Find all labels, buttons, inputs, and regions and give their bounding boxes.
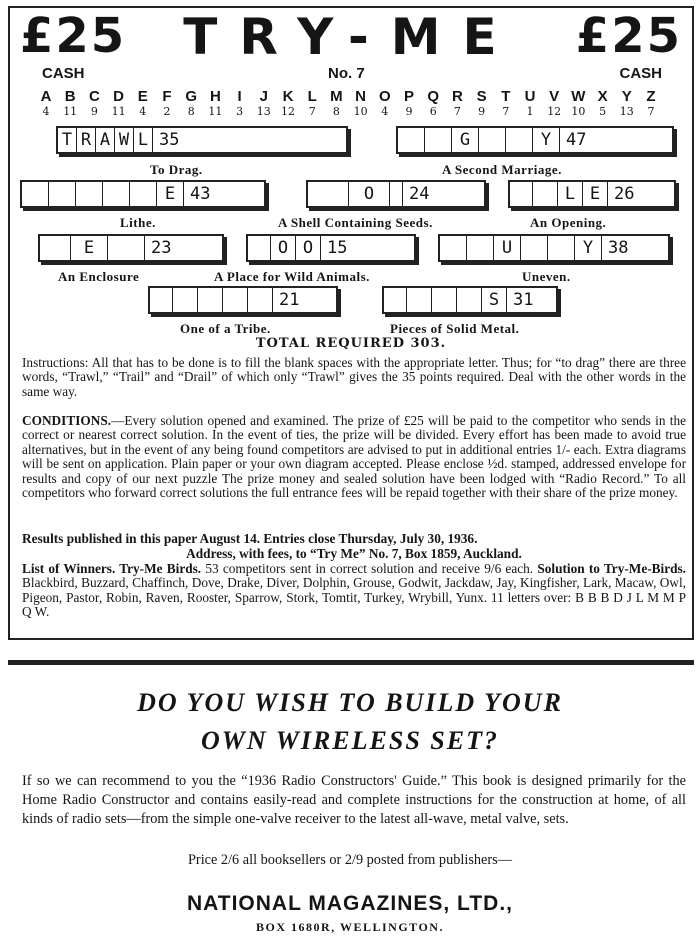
word-score: 26	[614, 184, 635, 204]
cell[interactable]	[40, 236, 71, 260]
conditions-text	[22, 414, 686, 500]
alphabet-value: 7	[308, 105, 316, 118]
alphabet-letter: O	[378, 88, 391, 105]
alphabet-column	[133, 88, 153, 118]
cell[interactable]: O	[271, 236, 296, 260]
word-box-5[interactable]	[508, 180, 676, 208]
word-score: 24	[409, 184, 430, 204]
alphabet-letter: L	[307, 88, 317, 105]
cell[interactable]	[248, 288, 273, 312]
word-score: 38	[608, 238, 629, 258]
cell[interactable]	[384, 288, 407, 312]
cash-right: CASH	[619, 65, 662, 82]
word-score: 47	[566, 130, 587, 150]
results-line: Results published in this paper August 14. Entries close Thursday, July 30, 1936.	[22, 531, 478, 546]
word-box-6[interactable]	[38, 234, 224, 262]
alphabet-value: 12	[281, 105, 295, 118]
alphabet-letter: M	[330, 88, 343, 105]
alphabet-column	[36, 88, 56, 118]
cell[interactable]	[223, 288, 248, 312]
alphabet-letter: U	[524, 88, 536, 105]
alphabet-value: 7	[453, 105, 461, 118]
alphabet-column	[520, 88, 540, 118]
cell[interactable]: T	[58, 128, 77, 152]
cell[interactable]	[248, 236, 271, 260]
conditions-label: CONDITIONS.	[22, 413, 112, 428]
alphabet-value: 2	[163, 105, 171, 118]
alphabet-column	[60, 88, 80, 118]
winners-body: 53 competitors sent in correct solution and receive 9/6 each.	[205, 561, 534, 576]
cell[interactable]: E	[583, 182, 608, 206]
alphabet-value: 4	[381, 105, 389, 118]
alphabet-value: 6	[429, 105, 437, 118]
word-score: 35	[159, 130, 180, 150]
cell[interactable]	[130, 182, 157, 206]
word-box-7[interactable]	[246, 234, 416, 262]
cell[interactable]: O	[296, 236, 321, 260]
alphabet-letter: Q	[427, 88, 440, 105]
alphabet-letter: F	[162, 88, 172, 105]
alphabet-letter: R	[451, 88, 463, 105]
word-box-2[interactable]	[396, 126, 674, 154]
alphabet-column	[399, 88, 419, 118]
cell[interactable]	[108, 236, 145, 260]
alphabet-letter: W	[571, 88, 586, 105]
alphabet-column	[181, 88, 201, 118]
clue-label: An Enclosure	[58, 269, 140, 284]
word-score: 21	[279, 290, 300, 310]
alphabet-letter: G	[185, 88, 198, 105]
cell[interactable]	[407, 288, 432, 312]
cell[interactable]	[150, 288, 173, 312]
cell[interactable]	[440, 236, 467, 260]
alphabet-column	[447, 88, 467, 118]
alphabet-letter: S	[476, 88, 487, 105]
word-score: 15	[327, 238, 348, 258]
cell[interactable]: G	[452, 128, 479, 152]
solution-body: Blackbird, Buzzard, Chaffinch, Dove, Drake, Diver, Dolphin, Grouse, Godwit, Jackdaw, Jay, Kingfisher, Lark, Macaw, Owl, Pigeon, Pastor, Robin, Raven, Rooster, Sparrow, Stork, Tomtit, Turkey, Wrybill, Yunx. 11 letters over: B B B D J L M M P Q W.	[22, 575, 686, 620]
cell[interactable]	[510, 182, 533, 206]
alphabet-letter: A	[40, 88, 52, 105]
cell[interactable]	[457, 288, 482, 312]
cell[interactable]	[548, 236, 575, 260]
publisher-address: BOX 1680R, WELLINGTON.	[256, 920, 444, 934]
word-box-3[interactable]	[20, 180, 266, 208]
cell[interactable]: E	[157, 182, 184, 206]
cell[interactable]: Y	[575, 236, 602, 260]
alphabet-value: 13	[256, 105, 271, 118]
clue-label: Pieces of Solid Metal.	[390, 321, 520, 336]
alphabet-value: 11	[63, 105, 78, 118]
alphabet-column	[278, 88, 298, 118]
winners-text	[22, 562, 686, 620]
cell[interactable]: O	[349, 182, 390, 206]
cell[interactable]: Y	[533, 128, 560, 152]
try-me-puzzle-panel	[8, 6, 694, 640]
alphabet-column	[544, 88, 564, 118]
conditions-body: —Every solution opened and examined. The prize of £25 will be paid to the competitor who sends in the correct or nearest correct solution. In the event of ties, the prize will be divided. Every effort has been made to avoid true alternatives, but in the event of any being found competitors are advised to put in additional entries 1/- each. Extra diagrams will be sent on application. Plain paper or your own diagram accepted. Please enclose ½d. stamped, addressed envelope for results and copy of our next puzzle The prize money and sealed solution have been lodged with “Radio Record.” To all competitors who forward correct solutions the full entrance fees will be repaid together with their share of the prize money.	[22, 413, 686, 501]
alphabet-value: 12	[547, 105, 562, 118]
prize-left: £25	[20, 8, 127, 64]
alphabet-column	[641, 88, 661, 118]
clue-label: An Opening.	[530, 215, 607, 230]
cell[interactable]: A	[96, 128, 115, 152]
advert-body: If so we can recommend to you the “1936 Radio Constructors' Guide.” This book is designed primarily for the Home Radio Constructor and contains easily-read and complete instructions for the construction at home, of all kinds of radio sets—from the simple one-valve receiver to the latest all-wave, metal valve, sets.	[22, 773, 686, 827]
cell[interactable]	[521, 236, 548, 260]
alphabet-value: 11	[208, 105, 223, 118]
alphabet-value: 4	[139, 105, 147, 118]
cell[interactable]	[198, 288, 223, 312]
clue-label: A Second Marriage.	[442, 162, 562, 177]
alphabet-column	[568, 88, 588, 118]
total-required: TOTAL REQUIRED 303.	[255, 336, 447, 351]
cell[interactable]	[76, 182, 103, 206]
alphabet-letter: V	[549, 88, 560, 105]
alphabet-letter: E	[137, 88, 148, 105]
alphabet-value: 7	[647, 105, 655, 118]
alphabet-column	[302, 88, 322, 118]
advert-price: Price 2/6 all booksellers or 2/9 posted from publishers—	[187, 852, 512, 868]
alphabet-column	[326, 88, 346, 118]
alphabet-letter: J	[259, 88, 268, 105]
alphabet-value: 8	[187, 105, 195, 118]
alphabet-column	[351, 88, 371, 118]
puzzle-number: No. 7	[328, 65, 365, 82]
alphabet-column	[157, 88, 177, 118]
publisher-name: NATIONAL MAGAZINES, LTD.,	[187, 892, 513, 915]
word-box-1[interactable]	[56, 126, 348, 154]
cell[interactable]	[103, 182, 130, 206]
alphabet-column	[423, 88, 443, 118]
word-box-10[interactable]	[382, 286, 558, 314]
clue-label: To Drag.	[150, 162, 203, 177]
puzzle-title: TRY-ME	[183, 8, 519, 66]
alphabet-value: 13	[619, 105, 634, 118]
alphabet-letter: K	[282, 88, 294, 105]
alphabet-value: 10	[353, 105, 368, 118]
alphabet-value: 9	[405, 105, 413, 118]
alphabet-value: 4	[42, 105, 50, 118]
solution-label: Solution to Try-Me-Birds.	[537, 561, 687, 576]
alphabet-column	[84, 88, 104, 118]
alphabet-value: 9	[478, 105, 486, 118]
advert-headline-1: DO YOU WISH TO BUILD YOUR	[137, 688, 563, 717]
alphabet-column	[496, 88, 516, 118]
alphabet-value: 3	[236, 105, 244, 118]
cell[interactable]: W	[115, 128, 134, 152]
advert-headline-2: OWN WIRELESS SET?	[201, 726, 499, 755]
alphabet-column	[109, 88, 129, 118]
cell[interactable]: L	[134, 128, 153, 152]
clue-label: A Shell Containing Seeds.	[278, 215, 433, 230]
cell[interactable]: E	[71, 236, 108, 260]
word-box-4[interactable]	[306, 180, 486, 208]
alphabet-letter: N	[355, 88, 367, 105]
word-score: 43	[190, 184, 211, 204]
alphabet-letter: Z	[646, 88, 656, 105]
cell[interactable]	[390, 182, 403, 206]
cell[interactable]: R	[77, 128, 96, 152]
alphabet-value: 8	[332, 105, 340, 118]
cell[interactable]	[467, 236, 494, 260]
alphabet-value: 11	[111, 105, 126, 118]
word-score: 23	[151, 238, 172, 258]
word-score: 31	[513, 290, 534, 310]
cell[interactable]	[398, 128, 425, 152]
cell[interactable]	[49, 182, 76, 206]
cell[interactable]	[173, 288, 198, 312]
alphabet-value: 7	[502, 105, 510, 118]
word-box-8[interactable]	[438, 234, 670, 262]
alphabet-letter: Y	[621, 88, 632, 105]
alphabet-column	[617, 88, 637, 118]
alphabet-value: 9	[90, 105, 98, 118]
winners-label: List of Winners. Try-Me Birds.	[22, 561, 202, 576]
instructions-text	[22, 356, 686, 399]
alphabet-column	[593, 88, 613, 118]
alphabet-letter: C	[88, 88, 100, 105]
word-box-9[interactable]	[148, 286, 338, 314]
cash-left: CASH	[42, 65, 85, 82]
instructions: Instructions: All that has to be done is to fill the blank spaces with the appropriate letter. Thus; for “to drag” there are three words, “Trawl,” “Trail” and “Drail” of which only “Trawl” gives the 35 points required. Deal with the other words in the same way.	[22, 355, 686, 399]
prize-right: £25	[575, 8, 682, 64]
cell[interactable]	[425, 128, 452, 152]
clue-label: Lithe.	[120, 215, 156, 230]
alphabet-letter: X	[597, 88, 608, 105]
alphabet-column	[472, 88, 492, 118]
alphabet-letter: D	[113, 88, 125, 105]
alphabet-letter: T	[501, 88, 511, 105]
clue-label: A Place for Wild Animals.	[214, 269, 370, 284]
cell[interactable]	[22, 182, 49, 206]
alphabet-column	[205, 88, 225, 118]
alphabet-letter: B	[64, 88, 76, 105]
cell[interactable]	[308, 182, 349, 206]
section-divider	[8, 660, 694, 665]
clue-label: Uneven.	[522, 269, 571, 284]
cell[interactable]	[479, 128, 506, 152]
cell[interactable]	[432, 288, 457, 312]
alphabet-column	[375, 88, 395, 118]
cell[interactable]: S	[482, 288, 507, 312]
cell[interactable]: L	[558, 182, 583, 206]
alphabet-value: 5	[599, 105, 607, 118]
clue-label: One of a Tribe.	[180, 321, 271, 336]
alphabet-value: 1	[526, 105, 534, 118]
alphabet-value: 10	[571, 105, 586, 118]
cell[interactable]	[506, 128, 533, 152]
alphabet-column	[230, 88, 250, 118]
alphabet-letter: I	[237, 88, 242, 105]
alphabet-column	[254, 88, 274, 118]
cell[interactable]: U	[494, 236, 521, 260]
alphabet-letter: H	[209, 88, 221, 105]
address-line: Address, with fees, to “Try Me” No. 7, Box 1859, Auckland.	[186, 546, 522, 561]
cell[interactable]	[533, 182, 558, 206]
alphabet-letter: P	[403, 88, 414, 105]
